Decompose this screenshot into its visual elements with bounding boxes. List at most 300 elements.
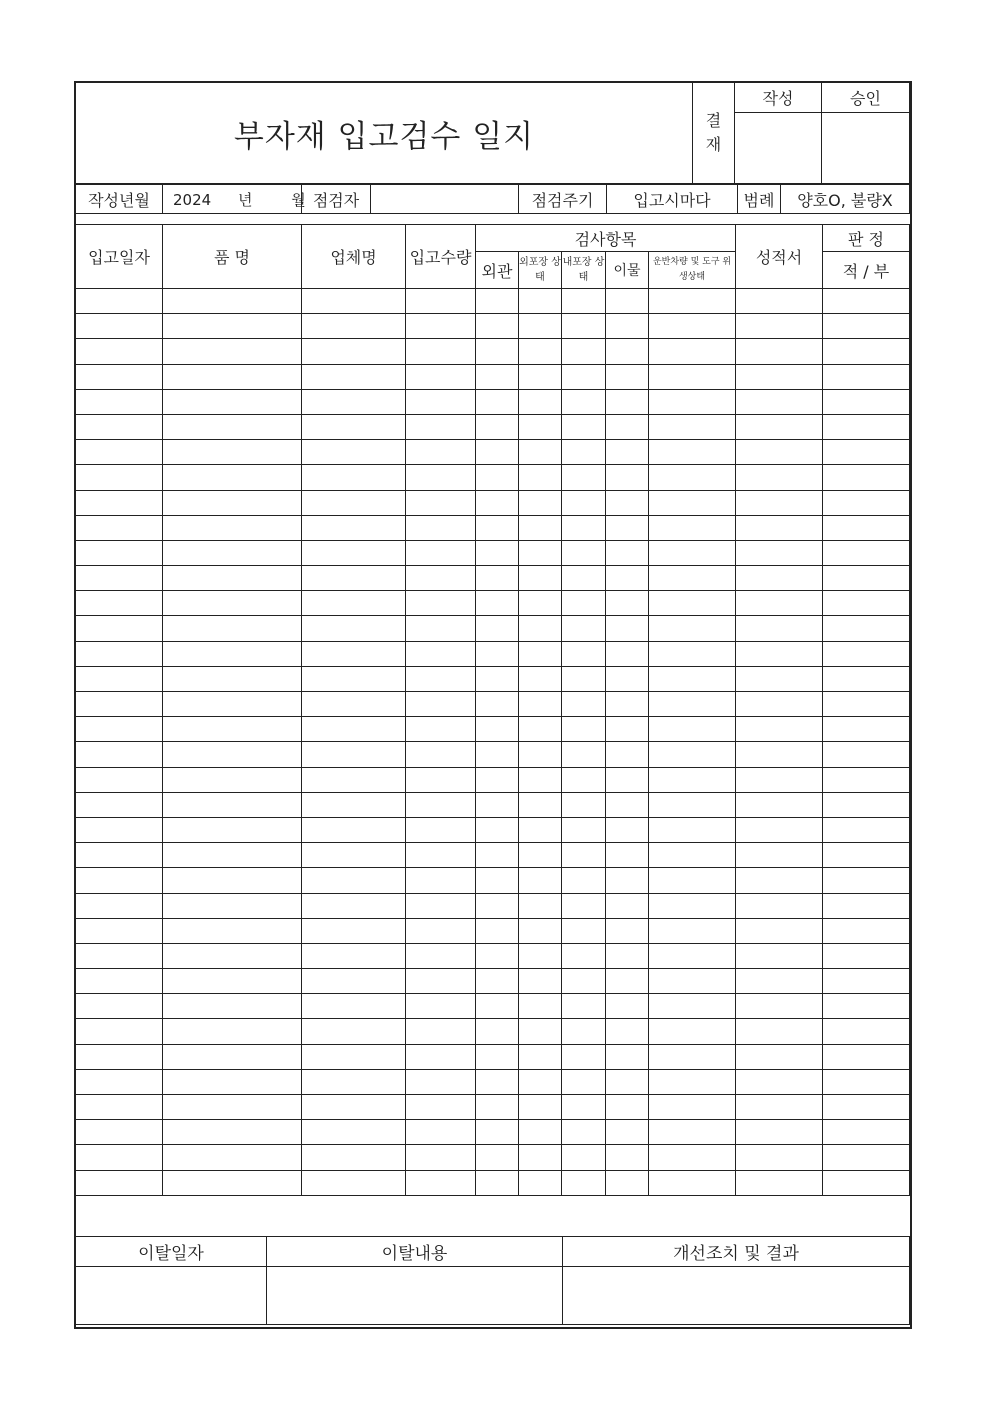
quantity-cell[interactable] xyxy=(406,868,476,893)
date-cell[interactable] xyxy=(76,742,163,767)
vehicle-cell[interactable] xyxy=(649,994,736,1019)
foreign-cell[interactable] xyxy=(606,641,649,666)
date-cell[interactable] xyxy=(76,641,163,666)
foreign-cell[interactable] xyxy=(606,515,649,540)
judgement-cell[interactable] xyxy=(823,1069,910,1094)
certificate-cell[interactable] xyxy=(736,1145,823,1170)
item-cell[interactable] xyxy=(163,414,302,439)
certificate-cell[interactable] xyxy=(736,893,823,918)
outer-pack-cell[interactable] xyxy=(519,591,562,616)
vehicle-cell[interactable] xyxy=(649,566,736,591)
vehicle-cell[interactable] xyxy=(649,515,736,540)
inner-pack-cell[interactable] xyxy=(562,540,606,565)
vendor-cell[interactable] xyxy=(302,616,406,641)
inner-pack-cell[interactable] xyxy=(562,969,606,994)
foreign-cell[interactable] xyxy=(606,666,649,691)
item-cell[interactable] xyxy=(163,515,302,540)
judgement-cell[interactable] xyxy=(823,994,910,1019)
certificate-cell[interactable] xyxy=(736,641,823,666)
date-cell[interactable] xyxy=(76,490,163,515)
vehicle-cell[interactable] xyxy=(649,314,736,339)
foreign-cell[interactable] xyxy=(606,1019,649,1044)
quantity-cell[interactable] xyxy=(406,893,476,918)
certificate-cell[interactable] xyxy=(736,1069,823,1094)
vehicle-cell[interactable] xyxy=(649,364,736,389)
quantity-cell[interactable] xyxy=(406,817,476,842)
judgement-cell[interactable] xyxy=(823,943,910,968)
item-cell[interactable] xyxy=(163,540,302,565)
certificate-cell[interactable] xyxy=(736,1095,823,1120)
item-cell[interactable] xyxy=(163,339,302,364)
quantity-cell[interactable] xyxy=(406,767,476,792)
appearance-cell[interactable] xyxy=(476,616,519,641)
date-cell[interactable] xyxy=(76,1170,163,1195)
appearance-cell[interactable] xyxy=(476,843,519,868)
certificate-cell[interactable] xyxy=(736,289,823,314)
vendor-cell[interactable] xyxy=(302,314,406,339)
outer-pack-cell[interactable] xyxy=(519,364,562,389)
foreign-cell[interactable] xyxy=(606,843,649,868)
judgement-cell[interactable] xyxy=(823,515,910,540)
foreign-cell[interactable] xyxy=(606,1120,649,1145)
quantity-cell[interactable] xyxy=(406,389,476,414)
vendor-cell[interactable] xyxy=(302,1145,406,1170)
appearance-cell[interactable] xyxy=(476,742,519,767)
quantity-cell[interactable] xyxy=(406,1069,476,1094)
vendor-cell[interactable] xyxy=(302,742,406,767)
appearance-cell[interactable] xyxy=(476,289,519,314)
quantity-cell[interactable] xyxy=(406,591,476,616)
inner-pack-cell[interactable] xyxy=(562,1044,606,1069)
certificate-cell[interactable] xyxy=(736,994,823,1019)
inner-pack-cell[interactable] xyxy=(562,994,606,1019)
outer-pack-cell[interactable] xyxy=(519,414,562,439)
outer-pack-cell[interactable] xyxy=(519,566,562,591)
item-cell[interactable] xyxy=(163,817,302,842)
date-cell[interactable] xyxy=(76,969,163,994)
outer-pack-cell[interactable] xyxy=(519,540,562,565)
certificate-cell[interactable] xyxy=(736,767,823,792)
item-cell[interactable] xyxy=(163,1120,302,1145)
appearance-cell[interactable] xyxy=(476,641,519,666)
foreign-cell[interactable] xyxy=(606,994,649,1019)
appearance-cell[interactable] xyxy=(476,969,519,994)
deviation-action-field[interactable] xyxy=(563,1267,910,1325)
judgement-cell[interactable] xyxy=(823,717,910,742)
outer-pack-cell[interactable] xyxy=(519,918,562,943)
judgement-cell[interactable] xyxy=(823,364,910,389)
judgement-cell[interactable] xyxy=(823,1120,910,1145)
date-cell[interactable] xyxy=(76,666,163,691)
vendor-cell[interactable] xyxy=(302,767,406,792)
certificate-cell[interactable] xyxy=(736,868,823,893)
inner-pack-cell[interactable] xyxy=(562,1019,606,1044)
judgement-cell[interactable] xyxy=(823,616,910,641)
date-cell[interactable] xyxy=(76,364,163,389)
certificate-cell[interactable] xyxy=(736,465,823,490)
appearance-cell[interactable] xyxy=(476,540,519,565)
appearance-cell[interactable] xyxy=(476,1095,519,1120)
item-cell[interactable] xyxy=(163,1044,302,1069)
appearance-cell[interactable] xyxy=(476,339,519,364)
appearance-cell[interactable] xyxy=(476,566,519,591)
date-cell[interactable] xyxy=(76,868,163,893)
item-cell[interactable] xyxy=(163,490,302,515)
approver-sign-box[interactable] xyxy=(822,113,910,184)
vehicle-cell[interactable] xyxy=(649,616,736,641)
foreign-cell[interactable] xyxy=(606,792,649,817)
date-cell[interactable] xyxy=(76,591,163,616)
appearance-cell[interactable] xyxy=(476,515,519,540)
outer-pack-cell[interactable] xyxy=(519,289,562,314)
inner-pack-cell[interactable] xyxy=(562,1069,606,1094)
certificate-cell[interactable] xyxy=(736,792,823,817)
vendor-cell[interactable] xyxy=(302,692,406,717)
inner-pack-cell[interactable] xyxy=(562,289,606,314)
date-cell[interactable] xyxy=(76,515,163,540)
vendor-cell[interactable] xyxy=(302,490,406,515)
date-cell[interactable] xyxy=(76,943,163,968)
appearance-cell[interactable] xyxy=(476,364,519,389)
judgement-cell[interactable] xyxy=(823,767,910,792)
vehicle-cell[interactable] xyxy=(649,1170,736,1195)
quantity-cell[interactable] xyxy=(406,540,476,565)
appearance-cell[interactable] xyxy=(476,591,519,616)
inner-pack-cell[interactable] xyxy=(562,868,606,893)
vehicle-cell[interactable] xyxy=(649,893,736,918)
vehicle-cell[interactable] xyxy=(649,1019,736,1044)
judgement-cell[interactable] xyxy=(823,1019,910,1044)
foreign-cell[interactable] xyxy=(606,1095,649,1120)
judgement-cell[interactable] xyxy=(823,1044,910,1069)
certificate-cell[interactable] xyxy=(736,692,823,717)
appearance-cell[interactable] xyxy=(476,414,519,439)
date-cell[interactable] xyxy=(76,1019,163,1044)
foreign-cell[interactable] xyxy=(606,540,649,565)
outer-pack-cell[interactable] xyxy=(519,943,562,968)
item-cell[interactable] xyxy=(163,591,302,616)
deviation-date-field[interactable] xyxy=(76,1267,267,1325)
item-cell[interactable] xyxy=(163,566,302,591)
foreign-cell[interactable] xyxy=(606,414,649,439)
item-cell[interactable] xyxy=(163,893,302,918)
item-cell[interactable] xyxy=(163,1170,302,1195)
date-cell[interactable] xyxy=(76,1044,163,1069)
certificate-cell[interactable] xyxy=(736,1019,823,1044)
outer-pack-cell[interactable] xyxy=(519,490,562,515)
outer-pack-cell[interactable] xyxy=(519,1019,562,1044)
certificate-cell[interactable] xyxy=(736,666,823,691)
vendor-cell[interactable] xyxy=(302,364,406,389)
judgement-cell[interactable] xyxy=(823,414,910,439)
appearance-cell[interactable] xyxy=(476,692,519,717)
date-cell[interactable] xyxy=(76,566,163,591)
foreign-cell[interactable] xyxy=(606,692,649,717)
quantity-cell[interactable] xyxy=(406,566,476,591)
appearance-cell[interactable] xyxy=(476,389,519,414)
quantity-cell[interactable] xyxy=(406,1044,476,1069)
quantity-cell[interactable] xyxy=(406,1170,476,1195)
certificate-cell[interactable] xyxy=(736,490,823,515)
vehicle-cell[interactable] xyxy=(649,918,736,943)
outer-pack-cell[interactable] xyxy=(519,1120,562,1145)
date-cell[interactable] xyxy=(76,339,163,364)
inner-pack-cell[interactable] xyxy=(562,742,606,767)
vendor-cell[interactable] xyxy=(302,540,406,565)
quantity-cell[interactable] xyxy=(406,717,476,742)
foreign-cell[interactable] xyxy=(606,717,649,742)
foreign-cell[interactable] xyxy=(606,566,649,591)
foreign-cell[interactable] xyxy=(606,616,649,641)
vendor-cell[interactable] xyxy=(302,969,406,994)
judgement-cell[interactable] xyxy=(823,666,910,691)
certificate-cell[interactable] xyxy=(736,1120,823,1145)
outer-pack-cell[interactable] xyxy=(519,666,562,691)
vendor-cell[interactable] xyxy=(302,414,406,439)
vendor-cell[interactable] xyxy=(302,792,406,817)
foreign-cell[interactable] xyxy=(606,289,649,314)
appearance-cell[interactable] xyxy=(476,994,519,1019)
quantity-cell[interactable] xyxy=(406,1095,476,1120)
item-cell[interactable] xyxy=(163,616,302,641)
vendor-cell[interactable] xyxy=(302,918,406,943)
judgement-cell[interactable] xyxy=(823,1095,910,1120)
item-cell[interactable] xyxy=(163,1019,302,1044)
outer-pack-cell[interactable] xyxy=(519,843,562,868)
appearance-cell[interactable] xyxy=(476,1044,519,1069)
vehicle-cell[interactable] xyxy=(649,1095,736,1120)
certificate-cell[interactable] xyxy=(736,540,823,565)
vendor-cell[interactable] xyxy=(302,566,406,591)
certificate-cell[interactable] xyxy=(736,1044,823,1069)
date-cell[interactable] xyxy=(76,1145,163,1170)
date-cell[interactable] xyxy=(76,994,163,1019)
date-cell[interactable] xyxy=(76,918,163,943)
vehicle-cell[interactable] xyxy=(649,1145,736,1170)
item-cell[interactable] xyxy=(163,465,302,490)
date-cell[interactable] xyxy=(76,1095,163,1120)
vehicle-cell[interactable] xyxy=(649,490,736,515)
date-cell[interactable] xyxy=(76,289,163,314)
quantity-cell[interactable] xyxy=(406,641,476,666)
vendor-cell[interactable] xyxy=(302,843,406,868)
outer-pack-cell[interactable] xyxy=(519,1170,562,1195)
judgement-cell[interactable] xyxy=(823,817,910,842)
inner-pack-cell[interactable] xyxy=(562,843,606,868)
judgement-cell[interactable] xyxy=(823,540,910,565)
inner-pack-cell[interactable] xyxy=(562,641,606,666)
date-cell[interactable] xyxy=(76,1120,163,1145)
vendor-cell[interactable] xyxy=(302,1170,406,1195)
judgement-cell[interactable] xyxy=(823,868,910,893)
inner-pack-cell[interactable] xyxy=(562,792,606,817)
inner-pack-cell[interactable] xyxy=(562,767,606,792)
outer-pack-cell[interactable] xyxy=(519,1095,562,1120)
vendor-cell[interactable] xyxy=(302,1019,406,1044)
item-cell[interactable] xyxy=(163,364,302,389)
quantity-cell[interactable] xyxy=(406,339,476,364)
vehicle-cell[interactable] xyxy=(649,1044,736,1069)
judgement-cell[interactable] xyxy=(823,843,910,868)
judgement-cell[interactable] xyxy=(823,893,910,918)
date-cell[interactable] xyxy=(76,314,163,339)
vehicle-cell[interactable] xyxy=(649,868,736,893)
appearance-cell[interactable] xyxy=(476,666,519,691)
item-cell[interactable] xyxy=(163,692,302,717)
outer-pack-cell[interactable] xyxy=(519,314,562,339)
inner-pack-cell[interactable] xyxy=(562,717,606,742)
inner-pack-cell[interactable] xyxy=(562,314,606,339)
certificate-cell[interactable] xyxy=(736,1170,823,1195)
outer-pack-cell[interactable] xyxy=(519,440,562,465)
appearance-cell[interactable] xyxy=(476,1069,519,1094)
foreign-cell[interactable] xyxy=(606,591,649,616)
outer-pack-cell[interactable] xyxy=(519,465,562,490)
vendor-cell[interactable] xyxy=(302,893,406,918)
inner-pack-cell[interactable] xyxy=(562,465,606,490)
certificate-cell[interactable] xyxy=(736,389,823,414)
inner-pack-cell[interactable] xyxy=(562,339,606,364)
item-cell[interactable] xyxy=(163,314,302,339)
inner-pack-cell[interactable] xyxy=(562,666,606,691)
item-cell[interactable] xyxy=(163,843,302,868)
inner-pack-cell[interactable] xyxy=(562,1170,606,1195)
appearance-cell[interactable] xyxy=(476,717,519,742)
certificate-cell[interactable] xyxy=(736,591,823,616)
vendor-cell[interactable] xyxy=(302,666,406,691)
date-cell[interactable] xyxy=(76,1069,163,1094)
vendor-cell[interactable] xyxy=(302,717,406,742)
outer-pack-cell[interactable] xyxy=(519,616,562,641)
judgement-cell[interactable] xyxy=(823,692,910,717)
inner-pack-cell[interactable] xyxy=(562,943,606,968)
foreign-cell[interactable] xyxy=(606,339,649,364)
judgement-cell[interactable] xyxy=(823,440,910,465)
appearance-cell[interactable] xyxy=(476,1120,519,1145)
inner-pack-cell[interactable] xyxy=(562,1145,606,1170)
inner-pack-cell[interactable] xyxy=(562,591,606,616)
vendor-cell[interactable] xyxy=(302,440,406,465)
foreign-cell[interactable] xyxy=(606,767,649,792)
quantity-cell[interactable] xyxy=(406,414,476,439)
certificate-cell[interactable] xyxy=(736,717,823,742)
vehicle-cell[interactable] xyxy=(649,817,736,842)
appearance-cell[interactable] xyxy=(476,1145,519,1170)
certificate-cell[interactable] xyxy=(736,943,823,968)
certificate-cell[interactable] xyxy=(736,843,823,868)
vehicle-cell[interactable] xyxy=(649,692,736,717)
vendor-cell[interactable] xyxy=(302,868,406,893)
vehicle-cell[interactable] xyxy=(649,465,736,490)
quantity-cell[interactable] xyxy=(406,465,476,490)
judgement-cell[interactable] xyxy=(823,918,910,943)
appearance-cell[interactable] xyxy=(476,1170,519,1195)
appearance-cell[interactable] xyxy=(476,792,519,817)
vehicle-cell[interactable] xyxy=(649,339,736,364)
judgement-cell[interactable] xyxy=(823,465,910,490)
outer-pack-cell[interactable] xyxy=(519,767,562,792)
quantity-cell[interactable] xyxy=(406,616,476,641)
item-cell[interactable] xyxy=(163,641,302,666)
foreign-cell[interactable] xyxy=(606,943,649,968)
date-cell[interactable] xyxy=(76,440,163,465)
vehicle-cell[interactable] xyxy=(649,742,736,767)
item-cell[interactable] xyxy=(163,289,302,314)
judgement-cell[interactable] xyxy=(823,490,910,515)
year-month-field[interactable] xyxy=(163,185,306,214)
vehicle-cell[interactable] xyxy=(649,289,736,314)
item-cell[interactable] xyxy=(163,868,302,893)
foreign-cell[interactable] xyxy=(606,868,649,893)
certificate-cell[interactable] xyxy=(736,817,823,842)
inner-pack-cell[interactable] xyxy=(562,490,606,515)
foreign-cell[interactable] xyxy=(606,893,649,918)
certificate-cell[interactable] xyxy=(736,414,823,439)
outer-pack-cell[interactable] xyxy=(519,1145,562,1170)
date-cell[interactable] xyxy=(76,540,163,565)
vendor-cell[interactable] xyxy=(302,943,406,968)
outer-pack-cell[interactable] xyxy=(519,339,562,364)
judgement-cell[interactable] xyxy=(823,792,910,817)
inner-pack-cell[interactable] xyxy=(562,364,606,389)
item-cell[interactable] xyxy=(163,666,302,691)
quantity-cell[interactable] xyxy=(406,742,476,767)
inner-pack-cell[interactable] xyxy=(562,893,606,918)
item-cell[interactable] xyxy=(163,792,302,817)
vendor-cell[interactable] xyxy=(302,1044,406,1069)
vehicle-cell[interactable] xyxy=(649,389,736,414)
vendor-cell[interactable] xyxy=(302,994,406,1019)
vehicle-cell[interactable] xyxy=(649,792,736,817)
inner-pack-cell[interactable] xyxy=(562,440,606,465)
inner-pack-cell[interactable] xyxy=(562,817,606,842)
foreign-cell[interactable] xyxy=(606,1069,649,1094)
outer-pack-cell[interactable] xyxy=(519,389,562,414)
appearance-cell[interactable] xyxy=(476,893,519,918)
certificate-cell[interactable] xyxy=(736,969,823,994)
judgement-cell[interactable] xyxy=(823,591,910,616)
date-cell[interactable] xyxy=(76,792,163,817)
vendor-cell[interactable] xyxy=(302,591,406,616)
vehicle-cell[interactable] xyxy=(649,969,736,994)
appearance-cell[interactable] xyxy=(476,817,519,842)
appearance-cell[interactable] xyxy=(476,767,519,792)
inner-pack-cell[interactable] xyxy=(562,414,606,439)
appearance-cell[interactable] xyxy=(476,918,519,943)
vendor-cell[interactable] xyxy=(302,1069,406,1094)
vendor-cell[interactable] xyxy=(302,289,406,314)
vehicle-cell[interactable] xyxy=(649,641,736,666)
judgement-cell[interactable] xyxy=(823,742,910,767)
outer-pack-cell[interactable] xyxy=(519,969,562,994)
quantity-cell[interactable] xyxy=(406,515,476,540)
quantity-cell[interactable] xyxy=(406,289,476,314)
inspector-field[interactable] xyxy=(371,185,519,214)
quantity-cell[interactable] xyxy=(406,943,476,968)
outer-pack-cell[interactable] xyxy=(519,868,562,893)
vehicle-cell[interactable] xyxy=(649,540,736,565)
item-cell[interactable] xyxy=(163,943,302,968)
inner-pack-cell[interactable] xyxy=(562,1095,606,1120)
appearance-cell[interactable] xyxy=(476,943,519,968)
quantity-cell[interactable] xyxy=(406,666,476,691)
quantity-cell[interactable] xyxy=(406,969,476,994)
outer-pack-cell[interactable] xyxy=(519,994,562,1019)
vendor-cell[interactable] xyxy=(302,1095,406,1120)
judgement-cell[interactable] xyxy=(823,389,910,414)
foreign-cell[interactable] xyxy=(606,465,649,490)
appearance-cell[interactable] xyxy=(476,465,519,490)
